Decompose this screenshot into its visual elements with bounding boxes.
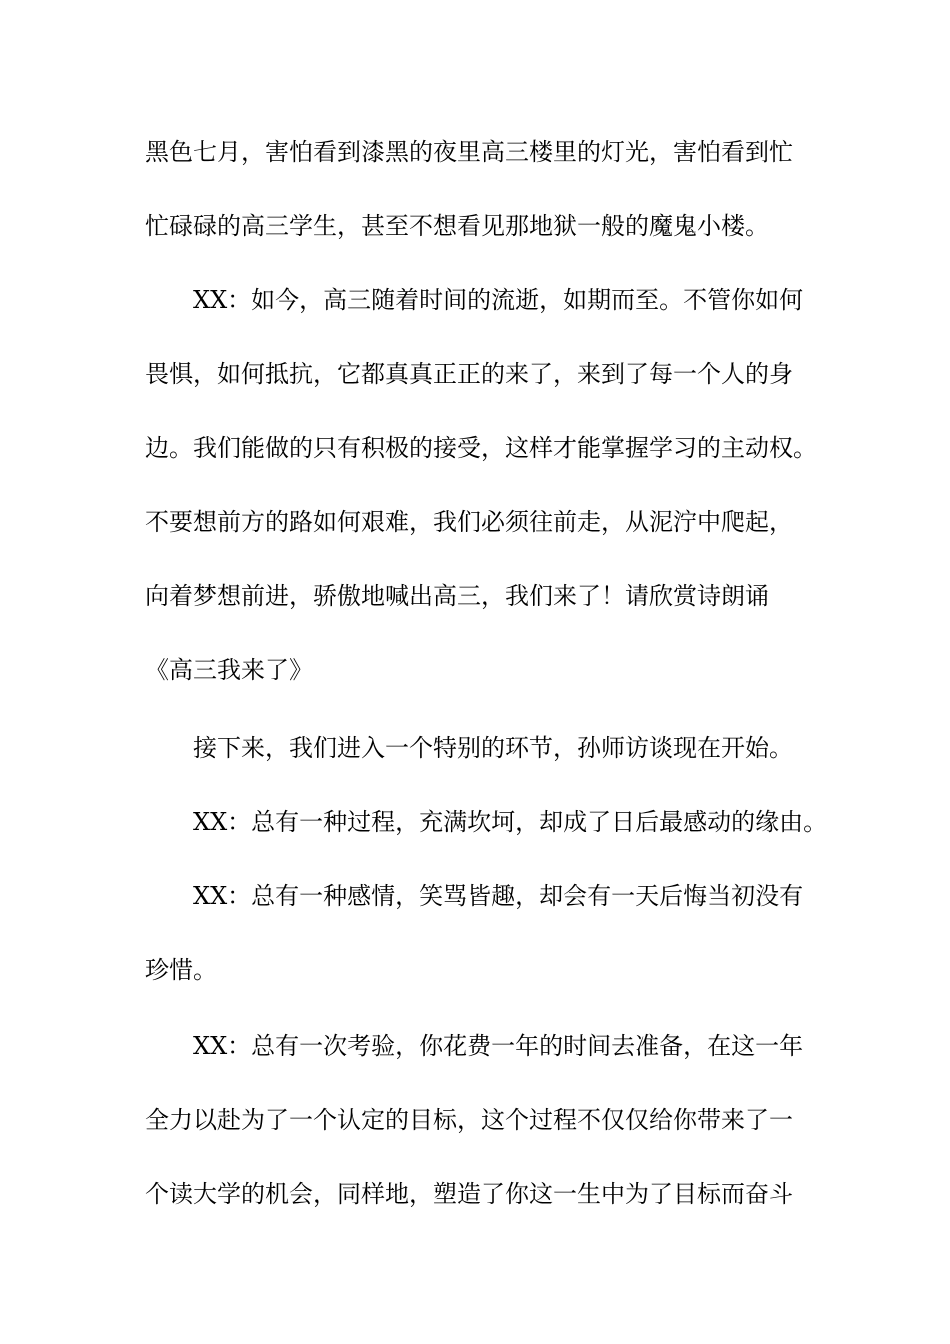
text-line: 珍惜。 bbox=[145, 956, 217, 984]
text-line: 接下来，我们进入一个特别的环节，孙师访谈现在开始。 bbox=[193, 734, 793, 762]
text-line: XX：如今，高三随着时间的流逝，如期而至。不管你如何 bbox=[193, 286, 804, 314]
text-line: 个读大学的机会，同样地，塑造了你这一生中为了目标而奋斗 bbox=[145, 1180, 793, 1208]
text-line: 《高三我来了》 bbox=[145, 656, 313, 684]
text-line: XX：总有一种过程，充满坎坷，却成了日后最感动的缘由。 bbox=[193, 808, 828, 836]
text-line: 畏惧，如何抵抗，它都真真正正的来了，来到了每一个人的身 bbox=[145, 360, 793, 388]
text-line: 向着梦想前进，骄傲地喊出高三，我们来了！请欣赏诗朗诵 bbox=[145, 582, 769, 610]
text-line: 黑色七月，害怕看到漆黑的夜里高三楼里的灯光，害怕看到忙 bbox=[145, 138, 793, 166]
text-line: 不要想前方的路如何艰难，我们必须往前走，从泥泞中爬起， bbox=[145, 508, 793, 536]
text-line: XX：总有一次考验，你花费一年的时间去准备，在这一年 bbox=[193, 1032, 804, 1060]
text-line: 全力以赴为了一个认定的目标，这个过程不仅仅给你带来了一 bbox=[145, 1106, 793, 1134]
text-line: 忙碌碌的高三学生，甚至不想看见那地狱一般的魔鬼小楼。 bbox=[145, 212, 769, 240]
text-line: 边。我们能做的只有积极的接受，这样才能掌握学习的主动权。 bbox=[145, 434, 817, 462]
text-line: XX：总有一种感情，笑骂皆趣，却会有一天后悔当初没有 bbox=[193, 882, 804, 910]
